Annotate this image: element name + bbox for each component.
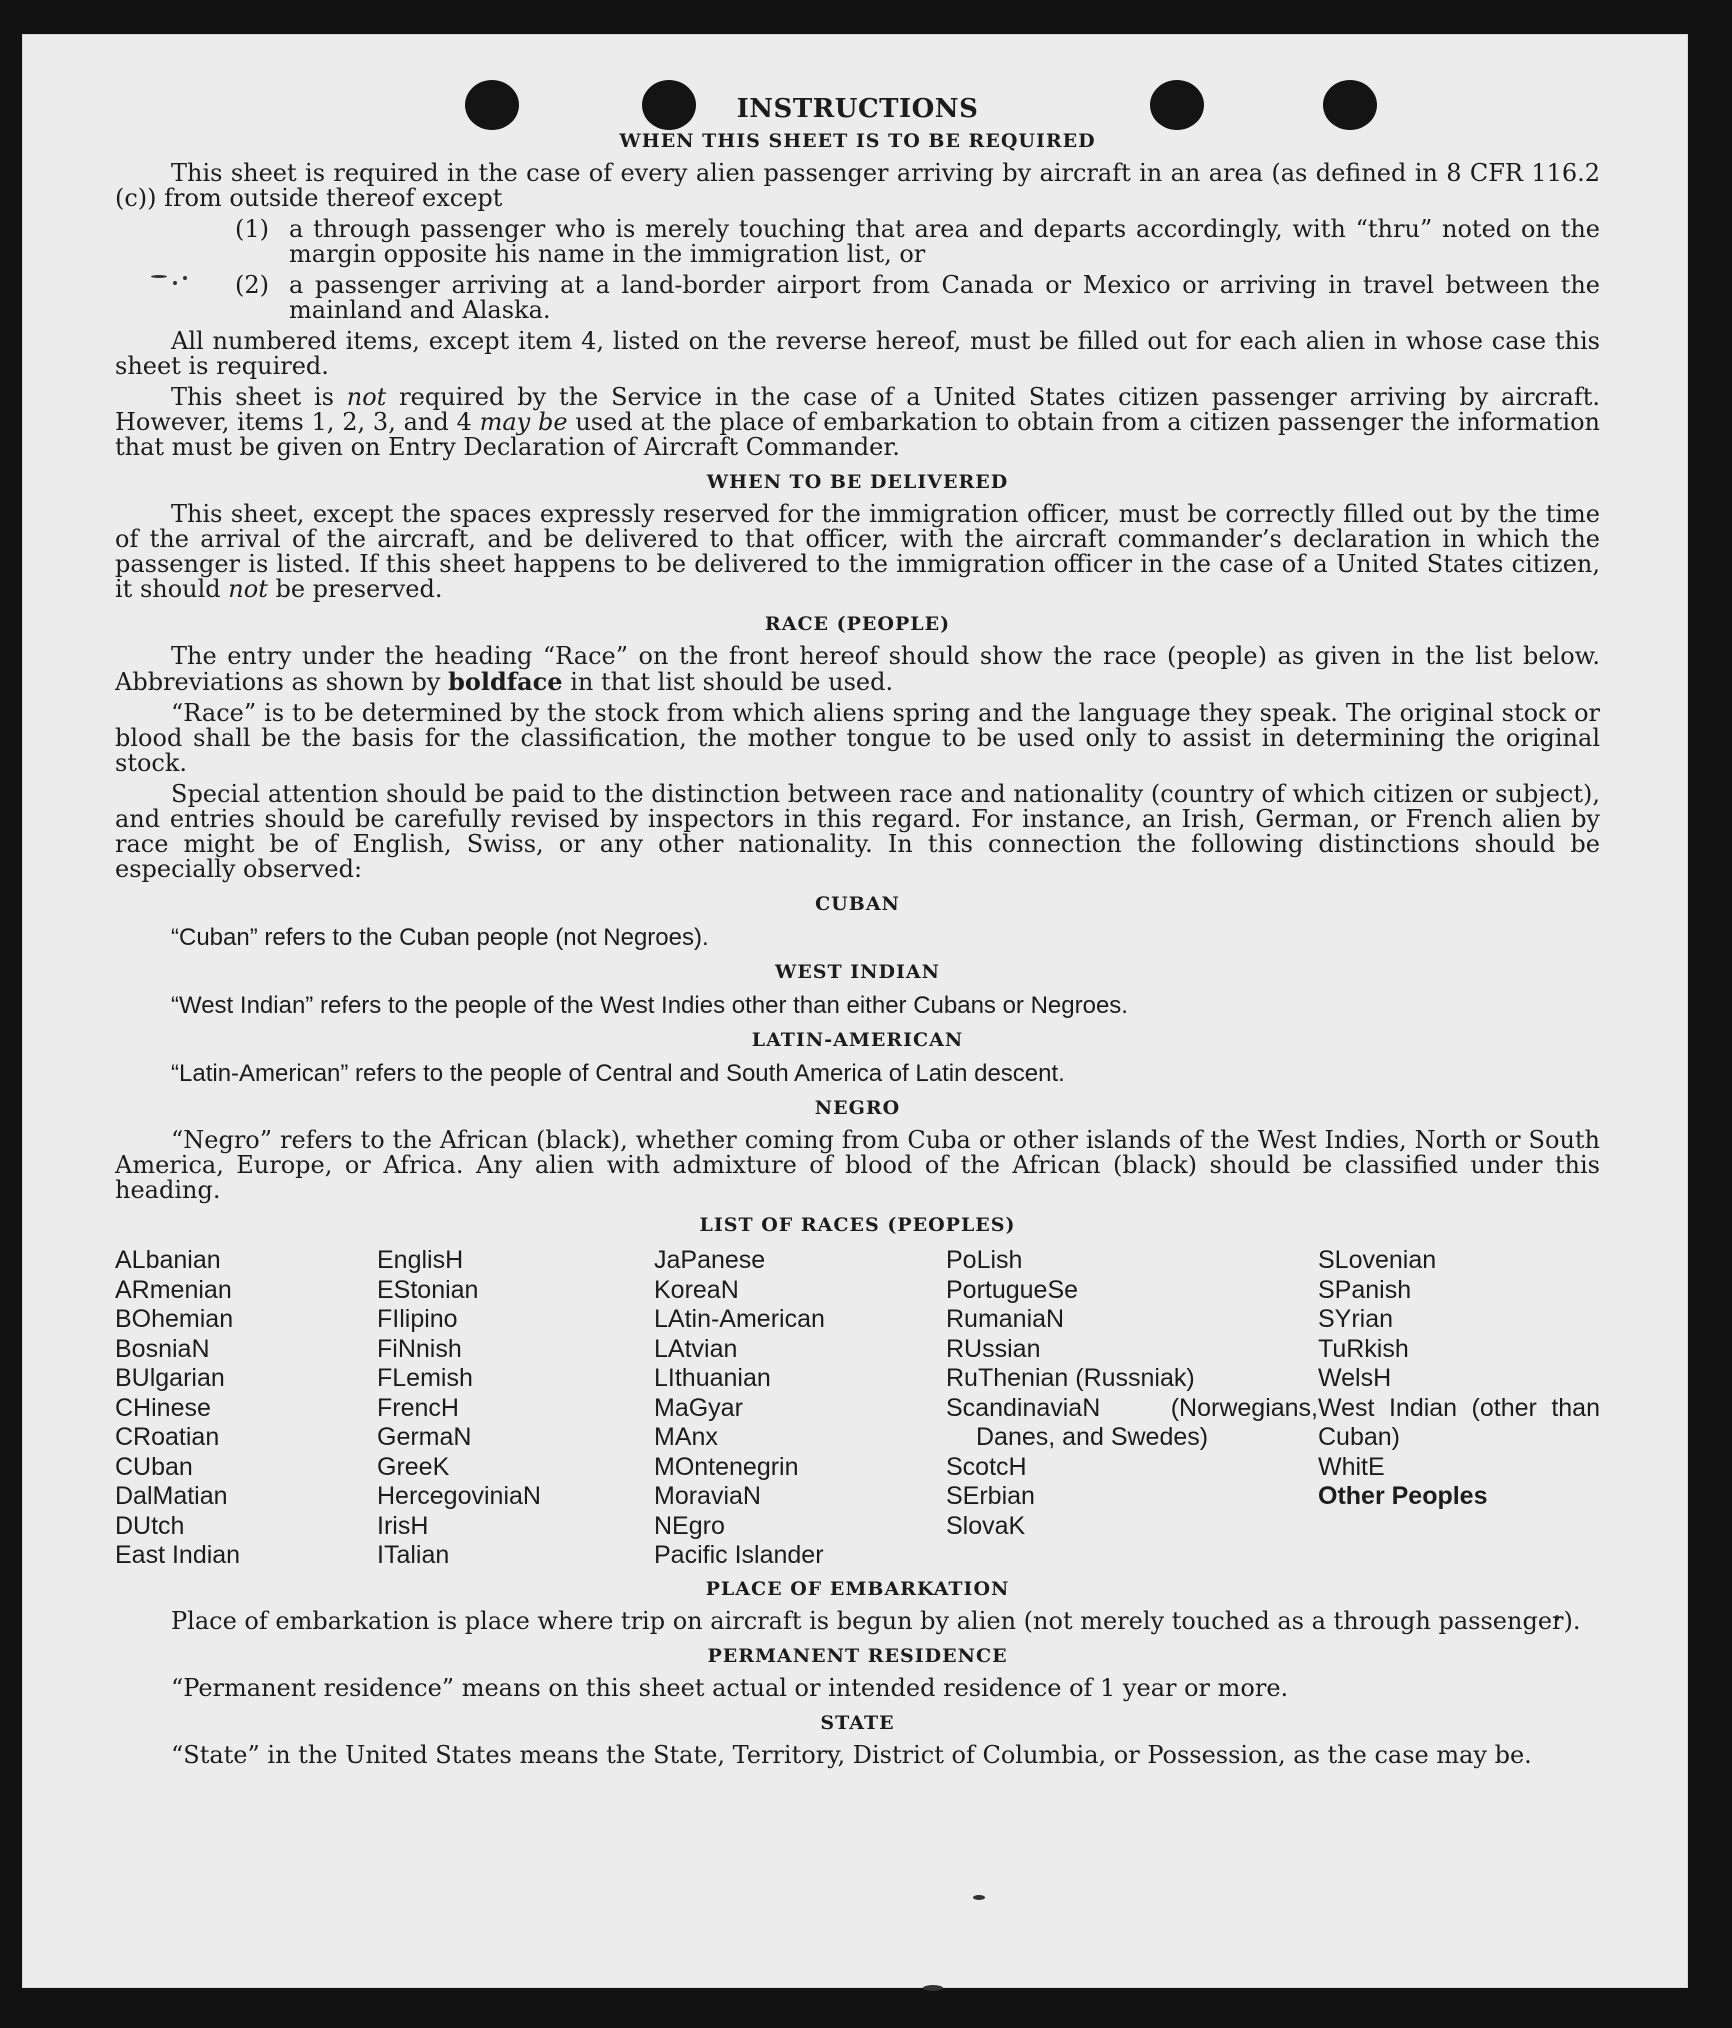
section-heading-latin-american: LATIN-AMERICAN [751,1029,964,1051]
race-entry: FrencH [377,1393,459,1422]
section-heading-race-list: LIST OF RACES (PEOPLES) [699,1214,1016,1236]
section-heading-residence: PERMANENT RESIDENCE [707,1644,1008,1667]
definition-embarkation: Place of embarkation is place where trip on aircraft is begun by alien (not merely touched as a through passenger). [171,1606,1581,1635]
race-entry: BosniaN [115,1334,210,1363]
paragraph-required-2: All numbered items, except item 4, listed on the reverse hereof, must be filled out for each alien in whose case this sheet is required. [115,327,1600,380]
race-entry: ALbanian [115,1246,221,1274]
race-entry: DUtch [115,1511,185,1540]
race-entry: SYrian [1318,1305,1394,1333]
race-entry: Pacific Islander [654,1541,824,1569]
race-entry: SlovaK [946,1511,1026,1540]
section-heading-west-indian: WEST INDIAN [774,961,941,983]
emphasis-may-be: may be [479,408,568,436]
race-entry: GermaN [377,1423,472,1451]
race-column [115,1246,377,1571]
instructions-content [115,94,1600,1774]
definition-negro: “Negro” refers to the African (black), whether coming from Cuba or other islands of the West Indies, North or South America, Europe, or Africa. Any alien with admixture of blood of the African (black) should be classified under this heading. [115,1126,1600,1204]
race-entry: SErbian [946,1482,1035,1510]
race-entry: CUban [115,1452,193,1481]
race-entry: NEgro [654,1511,725,1540]
dust-speck [973,1895,985,1900]
paragraph-race-2: “Race” is to be determined by the stock from which aliens spring and the language they speak. The original stock or blood shall be the basis for the classification, the mother tongue to be used only to assist in determining the original stock. [115,699,1600,777]
race-column [654,1246,946,1571]
section-heading-required: WHEN THIS SHEET IS TO BE REQUIRED [619,130,1096,152]
list-item [235,217,1600,267]
item-number: (1) [235,215,269,243]
section-heading-state: STATE [820,1711,895,1734]
race-entry: ARmenian [115,1275,232,1304]
race-entry: ScandinaviaN (Norwegians, Danes, and Swedes) [946,1393,1318,1451]
section-heading-delivered: WHEN TO BE DELIVERED [706,471,1009,493]
race-entry: FiNnish [377,1334,462,1363]
race-entry: LAtvian [654,1334,738,1363]
race-entry: BOhemian [115,1305,234,1333]
paragraph-race-1 [115,644,1600,695]
emphasis-not: not [346,383,387,411]
text-run: This sheet, except the spaces expressly reserved for the immigration officer, must be correctly filled out by the time of the arrival of the aircraft, and be delivered to that officer, with the aircraft commander’s declaration in which the passenger is listed. If this sheet happens to be delivered to the immigration officer in the case of a United States citizen, it should [115,500,1600,603]
race-entry: SLovenian [1318,1246,1437,1274]
race-entry: EnglisH [377,1246,464,1274]
race-list [115,1246,1600,1571]
race-entry: West Indian (other than Cuban) [1318,1393,1600,1451]
race-entry: JaPanese [654,1246,766,1274]
paragraph-race-3: Special attention should be paid to the distinction between race and nationality (country of which citizen or subject), and entries should be carefully revised by inspectors in this regard. For instance, an Irish, German, or French alien by race might be of English, Swiss, or any other nationality. In this connection the following distinctions should be especially observed: [115,780,1600,883]
text-run: used at the place of embarkation to obtain from a citizen passenger the information that must be given on Entry Declaration of Aircraft Commander. [115,408,1600,461]
race-entry: Other Peoples [1318,1482,1488,1510]
paragraph-delivered [115,502,1600,602]
text-run: The entry under the heading “Race” on the front hereof should show the race (people) as given in the list below. Abbreviations as shown by [115,642,1600,696]
race-column [946,1246,1318,1571]
definition-west-indian: “West Indian” refers to the people of the West Indies other than either Cubans or Negroes. [171,992,1128,1019]
race-entry: MaGyar [654,1393,743,1422]
race-entry: TuRkish [1318,1334,1409,1363]
definition-state: “State” in the United States means the State, Territory, District of Columbia, or Possession, as the case may be. [171,1740,1532,1769]
race-entry: ScotcH [946,1452,1027,1481]
text-run: in that list should be used. [562,668,894,696]
document-sheet [22,34,1688,1988]
section-heading-negro: NEGRO [814,1097,901,1119]
race-entry: GreeK [377,1452,450,1481]
paragraph-required-3 [115,385,1600,460]
race-entry: LIthuanian [654,1364,771,1392]
section-heading-race: RACE (PEOPLE) [764,613,951,635]
race-entry: BUlgarian [115,1364,225,1392]
text-run: required by the Service in the case of a United States citizen passenger arriving by aircraft. However, items 1, 2, 3, and 4 [115,383,1600,436]
race-entry: SPanish [1318,1275,1412,1304]
race-entry: ITalian [377,1541,450,1569]
race-entry: RUssian [946,1334,1041,1363]
race-entry: FLemish [377,1364,473,1392]
race-entry: MAnx [654,1423,718,1451]
race-entry: EStonian [377,1275,479,1304]
race-entry: DalMatian [115,1482,228,1510]
race-entry: IrisH [377,1511,429,1540]
text-run: be preserved. [267,575,443,603]
race-column [1318,1246,1600,1571]
text-run: This sheet is [171,383,347,411]
page-title: INSTRUCTIONS [736,94,979,124]
dust-speck [923,1985,943,1991]
race-entry: WhitE [1318,1452,1385,1481]
item-number: (2) [235,271,269,299]
race-entry: PortugueSe [946,1275,1079,1304]
race-entry: WelsH [1318,1364,1392,1392]
race-entry: East Indian [115,1541,241,1569]
race-entry: MoraviaN [654,1482,761,1510]
race-entry: CRoatian [115,1423,220,1451]
definition-residence: “Permanent residence” means on this sheet actual or intended residence of 1 year or more. [171,1673,1289,1702]
list-item [235,273,1600,323]
race-entry: PoLish [946,1246,1023,1274]
race-entry: LAtin-American [654,1305,825,1333]
item-text: a through passenger who is merely touching that area and departs accordingly, with “thru” noted on the margin opposite his name in the immigration list, or [289,215,1600,268]
race-entry: KoreaN [654,1275,739,1304]
item-text: a passenger arriving at a land-border airport from Canada or Mexico or arriving in travel between the mainland and Alaska. [289,271,1600,324]
race-entry: FIlipino [377,1305,458,1333]
emphasis-boldface: boldface [448,667,563,696]
race-entry: CHinese [115,1393,211,1422]
race-entry: RumaniaN [946,1305,1065,1333]
race-column [377,1246,654,1571]
race-entry: RuThenian (Russniak) [946,1364,1195,1392]
definition-latin-american: “Latin-American” refers to the people of Central and South America of Latin descent. [171,1060,1065,1087]
race-entry: HercegoviniaN [377,1482,541,1510]
section-heading-cuban: CUBAN [815,893,900,915]
race-entry: MOntenegrin [654,1452,799,1481]
emphasis-not: not [228,575,268,603]
definition-cuban: “Cuban” refers to the Cuban people (not Negroes). [171,924,709,951]
paragraph-required-1: This sheet is required in the case of every alien passenger arriving by aircraft in an area (as defined in 8 CFR 116.2 (c)) from outside thereof except [115,159,1600,212]
section-heading-embarkation: PLACE OF EMBARKATION [705,1577,1010,1600]
